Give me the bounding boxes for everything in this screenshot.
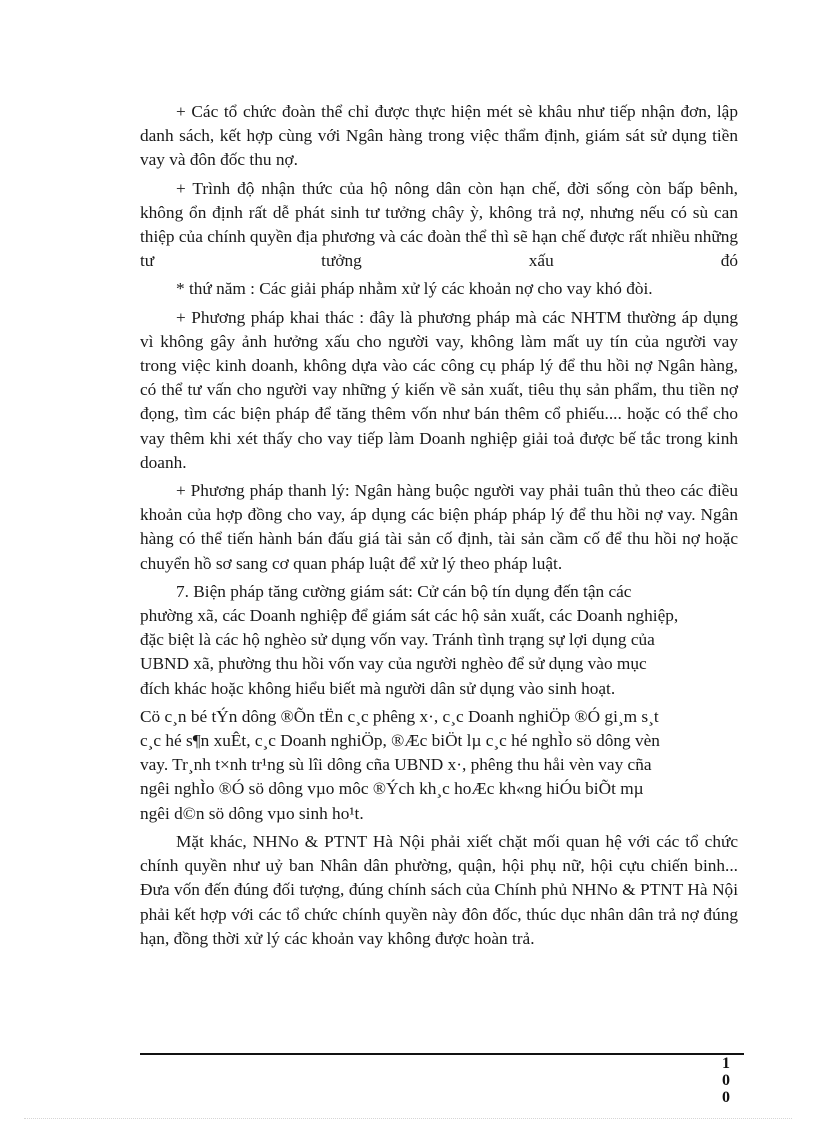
page-number-digit: 0 — [722, 1072, 730, 1089]
page-bottom-border — [24, 1118, 792, 1119]
encoded-line: Cö c¸n bé tÝn dông ®Õn tËn c¸c phêng x·, c¸c Doanh nghiÖp ®Ó gi¸m s¸t — [140, 706, 659, 726]
body-text — [140, 100, 738, 955]
paragraph-local-coordination: Mặt khác, NHNo & PTNT Hà Nội phải xiết chặt mối quan hệ với các tổ chức chính quyền như uỷ ban Nhân dân phường, quận, hội phụ nữ, hội cựu chiến binh... Đưa vốn đến đúng đối tượng, đúng chính sách của Chính phủ NHNo & PTNT Hà Nội phải kết hợp với các tổ chức chính quyền này đôn đốc, thúc dục nhân dân trả nợ đúng hạn, đồng thời xử lý các khoản vay không được hoàn trả. — [140, 831, 738, 948]
paragraph-fifth-solution-heading: * thứ năm : Các giải pháp nhằm xử lý các khoản nợ cho vay khó đòi. — [176, 279, 653, 299]
supervision-line: UBND xã, phường thu hồi vốn vay của người nghèo để sử dụng vào mục — [140, 654, 647, 674]
encoded-line: ngêi nghÌo ®Ó sö dông vµo môc ®Ých kh¸c hoÆc kh«ng hiÓu biÕt mµ — [140, 779, 644, 799]
paragraph-liquidation-method: + Phương pháp thanh lý: Ngân hàng buộc người vay phải tuân thủ theo các điều khoản của hợp đồng cho vay, áp dụng các biện pháp pháp lý để thu hồi nợ vay. Ngân hàng có thể tiến hành bán đấu giá tài sản cố định, tài sản cầm cố để thu hồi nợ hoặc chuyển hồ sơ sang cơ quan pháp luật để xử lý theo pháp luật. — [140, 481, 738, 573]
page-number-digit: 0 — [722, 1089, 730, 1106]
supervision-line: đích khác hoặc không hiểu biết mà người dân sử dụng vào sinh hoạt. — [140, 678, 616, 698]
paragraph-legacy-encoded-text — [140, 705, 738, 826]
encoded-line: c¸c hé s¶n xuÊt, c¸c Doanh nghiÖp, ®Æc biÖt lµ c¸c hé nghÌo sö dông vèn — [140, 731, 660, 751]
page-number — [718, 1055, 734, 1106]
paragraph-mass-organizations: + Các tổ chức đoàn thể chỉ được thực hiện mét sè khâu như tiếp nhận đơn, lập danh sách, kết hợp cùng với Ngân hàng trong việc thẩm định, giám sát sử dụng tiền vay và đôn đốc thu nợ. — [140, 102, 738, 170]
paragraph-supervision-measures — [140, 580, 738, 701]
encoded-line: vay. Tr¸nh t×nh tr¹ng sù lîi dông cña UBND x·, phêng thu håi vèn vay cña — [140, 755, 652, 775]
footer-divider — [140, 1053, 744, 1055]
paragraph-exploitation-method: + Phương pháp khai thác : đây là phương pháp mà các NHTM thường áp dụng vì không gây ảnh hưởng xấu cho người vay, không làm mất uy tín của người vay trong việc kinh doanh, không dựa vào các công cụ pháp lý để thu hồi nợ Ngân hàng, có thể tư vấn cho người vay những ý kiến về sản xuất, tiêu thụ sản phẩm, thu tiền nợ đọng, tìm các biện pháp để tăng thêm vốn như bán thêm cổ phiếu.... hoặc có thể cho vay thêm khi xét thấy cho vay tiếp làm Doanh nghiệp giải toả được bế tắc trong kinh doanh. — [140, 307, 738, 472]
supervision-line: 7. Biện pháp tăng cường giám sát: Cử cán bộ tín dụng đến tận các — [176, 581, 632, 601]
supervision-line: đặc biệt là các hộ nghèo sử dụng vốn vay. Tránh tình trạng sự lợi dụng của — [140, 630, 655, 650]
supervision-line: phường xã, các Doanh nghiệp để giám sát các hộ sản xuất, các Doanh nghiệp, — [140, 606, 679, 626]
paragraph-farmer-awareness: + Trình độ nhận thức của hộ nông dân còn hạn chế, đời sống còn bấp bênh, không ổn định rất dễ phát sinh tư tưởng chây ỳ, không trả nợ, nhưng nếu có sù can thiệp của chính quyền địa phương và các đoàn thể thì sẽ hạn chế được rất nhiều những tư tưởng xấu đó — [140, 178, 738, 271]
encoded-line: ngêi d©n sö dông vµo sinh ho¹t. — [140, 803, 364, 823]
page-number-digit: 1 — [722, 1055, 730, 1072]
